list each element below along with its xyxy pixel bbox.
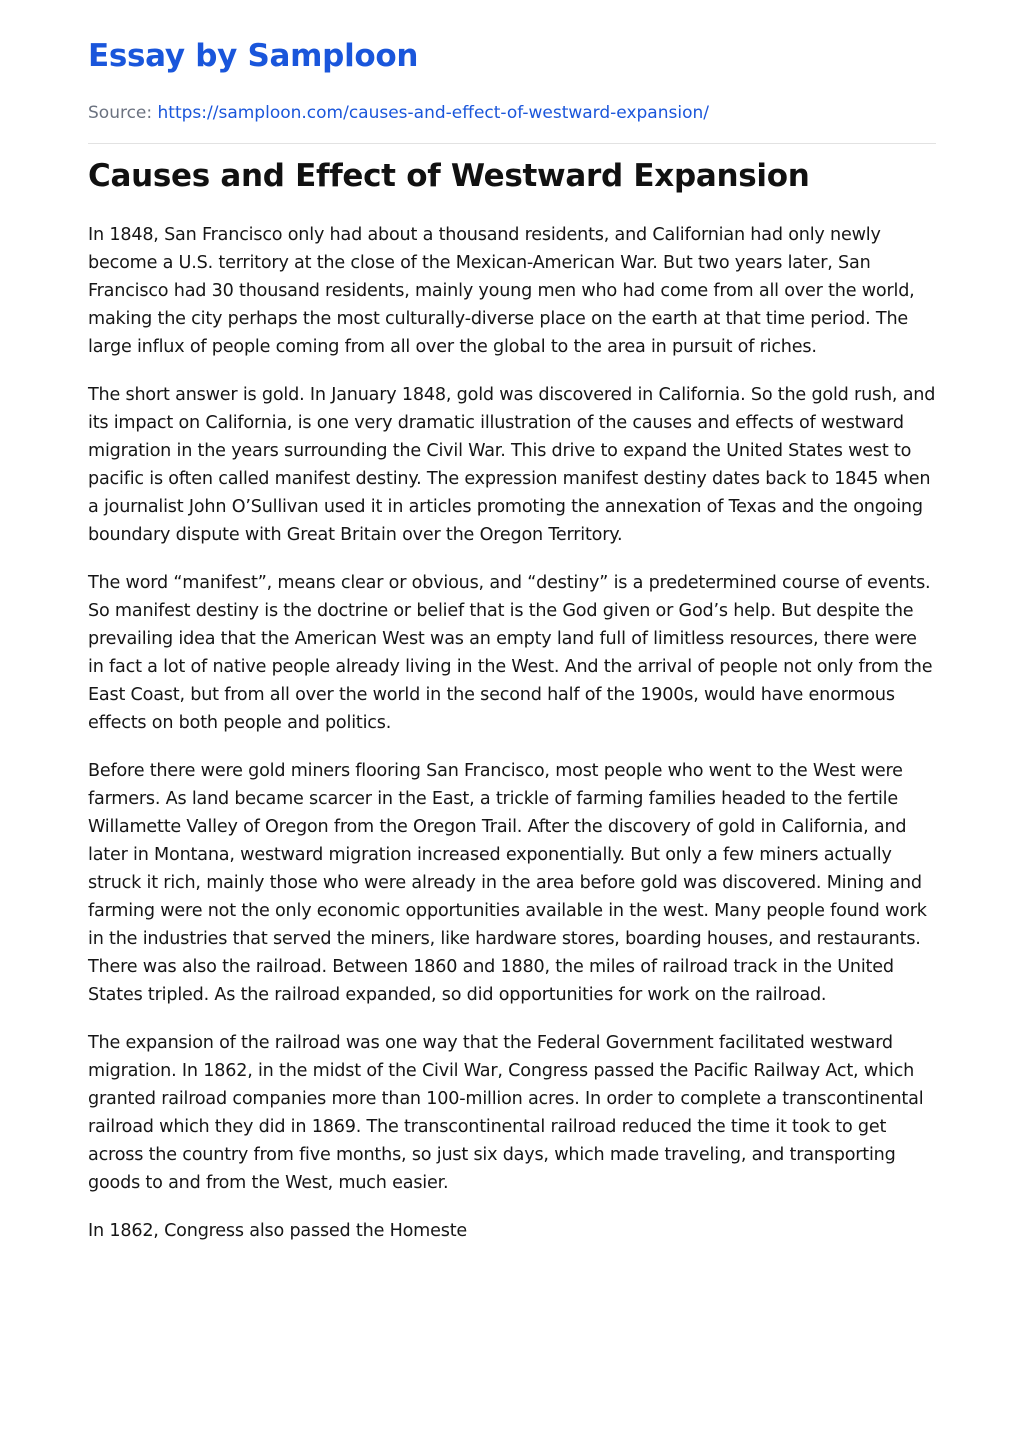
- essay-body: [88, 221, 936, 1265]
- essay-title: Causes and Effect of Westward Expansion: [88, 158, 810, 194]
- source-label: Source:: [88, 103, 158, 123]
- site-brand-title[interactable]: Essay by Samploon: [88, 38, 419, 74]
- essay-paragraph-truncated: In 1862, Congress also passed the Homeste: [88, 1221, 468, 1241]
- essay-paragraph: The expansion of the railroad was one way that the Federal Government facilitated westward migration. In 1862, in the midst of the Civil War, Congress passed the Pacific Railway Act, which granted railroad companies more than 100-million acres. In order to complete a transcontinental railroad which they did in 1869. The transcontinental railroad reduced the time it took to get across the country from five months, so just six days, which made traveling, and transporting goods to and from the West, much easier.: [88, 1033, 924, 1193]
- header-divider: [88, 143, 936, 144]
- essay-paragraph: Before there were gold miners flooring San Francisco, most people who went to the West were farmers. As land became scarcer in the East, a trickle of farming families headed to the fertile Willamette Valley of Oregon from the Oregon Trail. After the discovery of gold in California, and later in Montana, westward migration increased exponentially. But only a few miners actually struck it rich, mainly those who were already in the area before gold was discovered. Mining and farming were not the only economic opportunities available in the west. Many people found work in the industries that served the miners, like hardware stores, boarding houses, and restaurants. There was also the railroad. Between 1860 and 1880, the miles of railroad track in the United States tripled. As the railroad expanded, so did opportunities for work on the railroad.: [88, 761, 927, 1005]
- source-link[interactable]: https://samploon.com/causes-and-effect-of-westward-expansion/: [157, 103, 709, 123]
- source-line: [88, 101, 709, 125]
- essay-paragraph: The short answer is gold. In January 1848, gold was discovered in California. So the gold rush, and its impact on California, is one very dramatic illustration of the causes and effects of westward migration in the years surrounding the Civil War. This drive to expand the United States west to pacific is often called manifest destiny. The expression manifest destiny dates back to 1845 when a journalist John O’Sullivan used it in articles promoting the annexation of Texas and the ongoing boundary dispute with Great Britain over the Oregon Territory.: [88, 385, 936, 545]
- essay-paragraph: The word “manifest”, means clear or obvious, and “destiny” is a predetermined course of events. So manifest destiny is the doctrine or belief that is the God given or God’s help. But despite the prevailing idea that the American West was an empty land full of limitless resources, there were in fact a lot of native people already living in the West. And the arrival of people not only from the East Coast, but from all over the world in the second half of the 1900s, would have enormous effects on both people and politics.: [88, 573, 933, 733]
- essay-paragraph: In 1848, San Francisco only had about a thousand residents, and Californian had only newly become a U.S. territory at the close of the Mexican-American War. But two years later, San Francisco had 30 thousand residents, mainly young men who had come from all over the world, making the city perhaps the most culturally-diverse place on the earth at that time period. The large influx of people coming from all over the global to the area in pursuit of riches.: [88, 225, 915, 357]
